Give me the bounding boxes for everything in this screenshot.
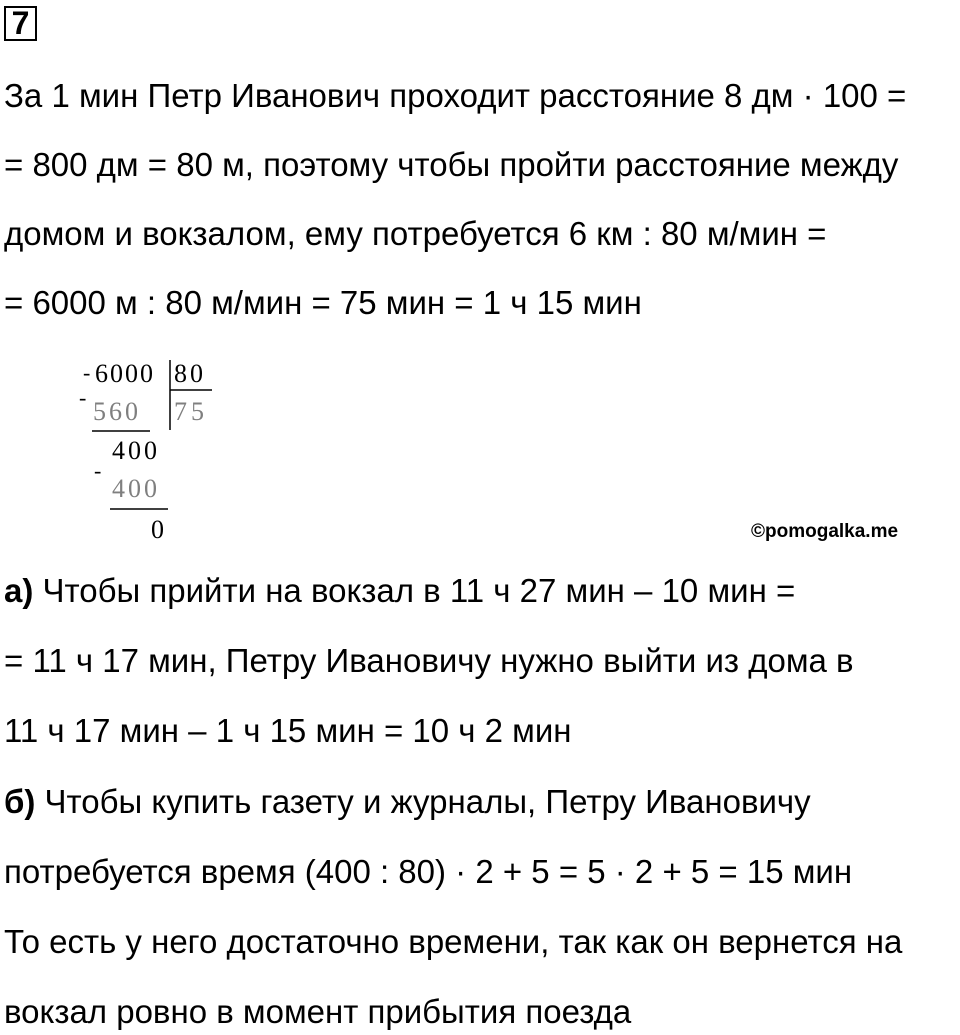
- minus-sign-2: -: [79, 385, 87, 410]
- step1-subtrahend: 560: [93, 397, 141, 426]
- part-b-line-1: [4, 782, 811, 822]
- minus-sign-3: -: [94, 458, 102, 483]
- part-a-label: а): [4, 572, 34, 609]
- part-b-label: б): [4, 783, 36, 820]
- part-a-line-1: [4, 571, 795, 611]
- part-b-line-2: потребуется время (400 : 80) · 2 + 5 = 5 · 2 + 5 = 15 мин: [4, 853, 853, 890]
- intro-line-3: домом и вокзалом, ему потребуется 6 км : 80 м/мин =: [4, 215, 827, 252]
- part-a-text: Чтобы прийти на вокзал в 11 ч 27 мин – 10 мин =: [33, 572, 796, 609]
- part-b-line-4: вокзал ровно в момент прибытия поезда: [4, 993, 632, 1030]
- step2-subtrahend: 400: [112, 474, 160, 503]
- long-division: [80, 352, 260, 547]
- step1-remainder: 400: [112, 436, 160, 465]
- intro-line-2: = 800 дм = 80 м, поэтому чтобы пройти расстояние между: [4, 146, 899, 183]
- part-a-line-3: 11 ч 17 мин – 1 ч 15 мин = 10 ч 2 мин: [4, 712, 572, 749]
- task-number: 7: [4, 6, 37, 41]
- part-a-line-2: = 11 ч 17 мин, Петру Ивановичу нужно выйти из дома в: [4, 642, 854, 679]
- dividend: 6000: [95, 359, 155, 388]
- part-b-line-3: То есть у него достаточно времени, так как он вернется на: [4, 923, 903, 960]
- minus-sign-1: -: [83, 360, 91, 385]
- final-remainder: 0: [151, 515, 164, 544]
- watermark: ©pomogalka.me: [751, 521, 899, 542]
- part-b-text: Чтобы купить газету и журналы, Петру Ивановичу: [35, 783, 811, 820]
- divisor: 80: [174, 359, 206, 388]
- intro-line-1: За 1 мин Петр Иванович проходит расстояние 8 дм · 100 =: [4, 77, 907, 114]
- intro-line-4: = 6000 м : 80 м/мин = 75 мин = 1 ч 15 мин: [4, 284, 642, 321]
- quotient: 75: [174, 397, 208, 426]
